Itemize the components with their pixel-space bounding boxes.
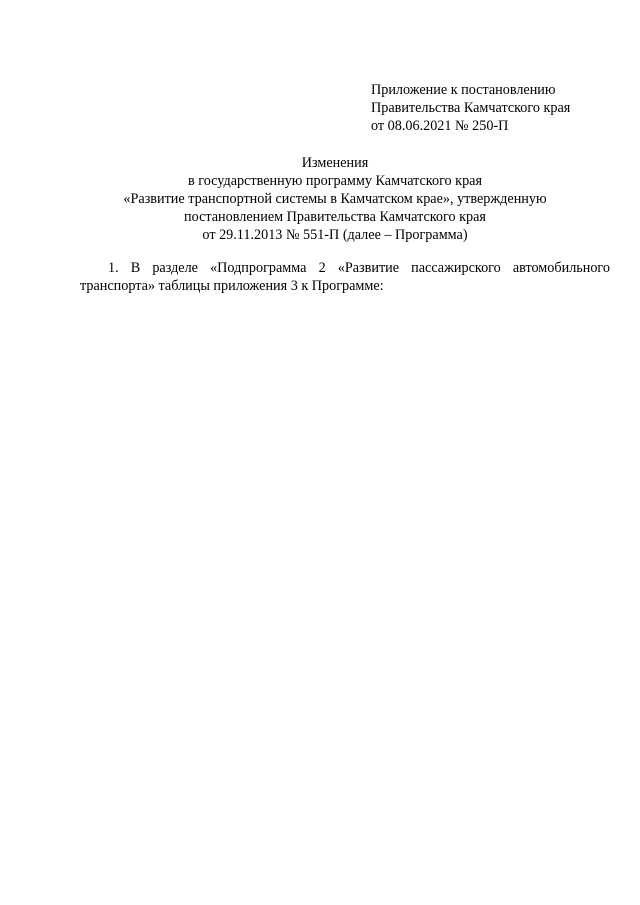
title-heading: Изменения bbox=[301, 155, 369, 171]
document-title bbox=[60, 154, 610, 244]
paragraph-1-line-1: 1. В разделе «Подпрограмма 2 «Развитие пассажирского автомобильного bbox=[108, 260, 610, 276]
paragraph-1-line-2: транспорта» таблицы приложения 3 к Программе: bbox=[80, 278, 384, 294]
appendix-header bbox=[371, 81, 611, 135]
appendix-line-3: от 08.06.2021 № 250-П bbox=[371, 118, 509, 134]
title-line-5: от 29.11.2013 № 551-П (далее – Программа) bbox=[202, 227, 468, 243]
appendix-line-2: Правительства Камчатского края bbox=[371, 100, 571, 116]
title-line-3: «Развитие транспортной системы в Камчатском крае», утвержденную bbox=[123, 191, 547, 207]
paragraph-1 bbox=[80, 259, 610, 295]
appendix-line-1: Приложение к постановлению bbox=[371, 82, 556, 98]
title-line-2: в государственную программу Камчатского края bbox=[188, 173, 482, 189]
title-line-4: постановлением Правительства Камчатского края bbox=[184, 209, 486, 225]
